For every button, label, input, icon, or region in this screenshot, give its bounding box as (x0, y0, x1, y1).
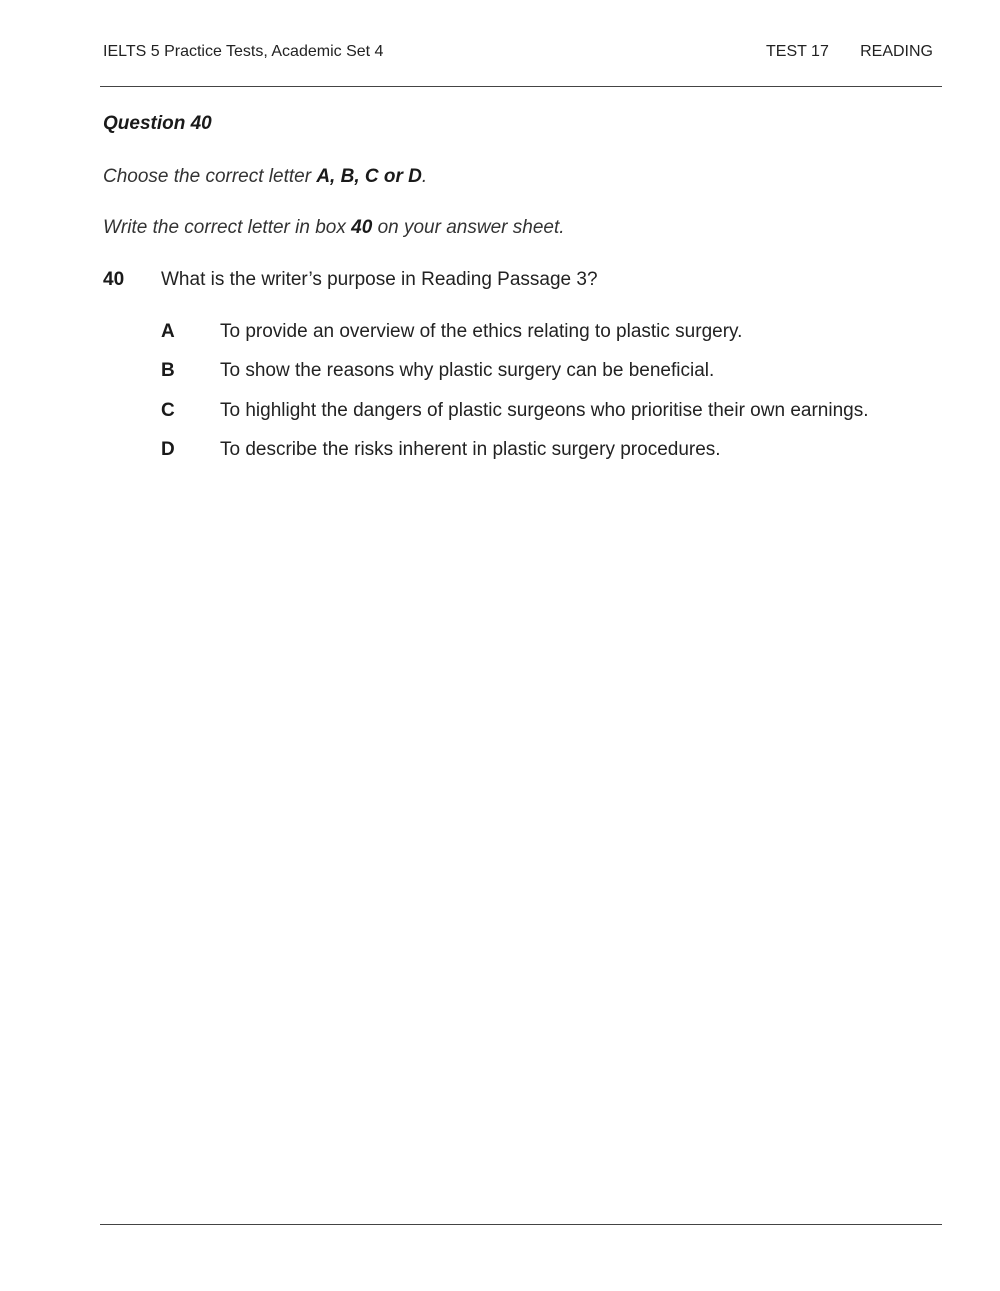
header-divider (100, 86, 942, 87)
instruction-choose-suffix: . (421, 166, 428, 187)
page-header (103, 42, 933, 64)
instruction-answer-suffix: on your answer sheet. (372, 217, 565, 238)
option-letter: A (161, 321, 175, 342)
instruction-answer-prefix: Write the correct letter in box (103, 217, 352, 238)
test-label: TEST 17 (766, 43, 829, 60)
question-text: What is the writer’s purpose in Reading Passage 3? (161, 269, 598, 290)
instruction-choose-letter (103, 166, 427, 188)
instruction-choose-prefix: Choose the correct letter (103, 166, 317, 187)
option-letter: D (161, 439, 175, 460)
option-text: To highlight the dangers of plastic surgeons who prioritise their own earnings. (220, 400, 869, 421)
option-text: To describe the risks inherent in plastic surgery procedures. (220, 439, 721, 460)
section-label: READING (860, 43, 933, 60)
instruction-choose-letters: A, B, C or D (316, 166, 422, 187)
option-letter: B (161, 360, 175, 381)
option-text: To provide an overview of the ethics relating to plastic surgery. (220, 321, 743, 342)
footer-divider (100, 1224, 942, 1225)
book-title: IELTS 5 Practice Tests, Academic Set 4 (103, 43, 384, 60)
question-heading: Question 40 (103, 113, 212, 134)
instruction-answer-sheet (103, 217, 565, 239)
instruction-box-number: 40 (351, 217, 373, 238)
option-text: To show the reasons why plastic surgery can be beneficial. (220, 360, 715, 381)
question-number: 40 (103, 269, 125, 290)
option-letter: C (161, 400, 175, 421)
